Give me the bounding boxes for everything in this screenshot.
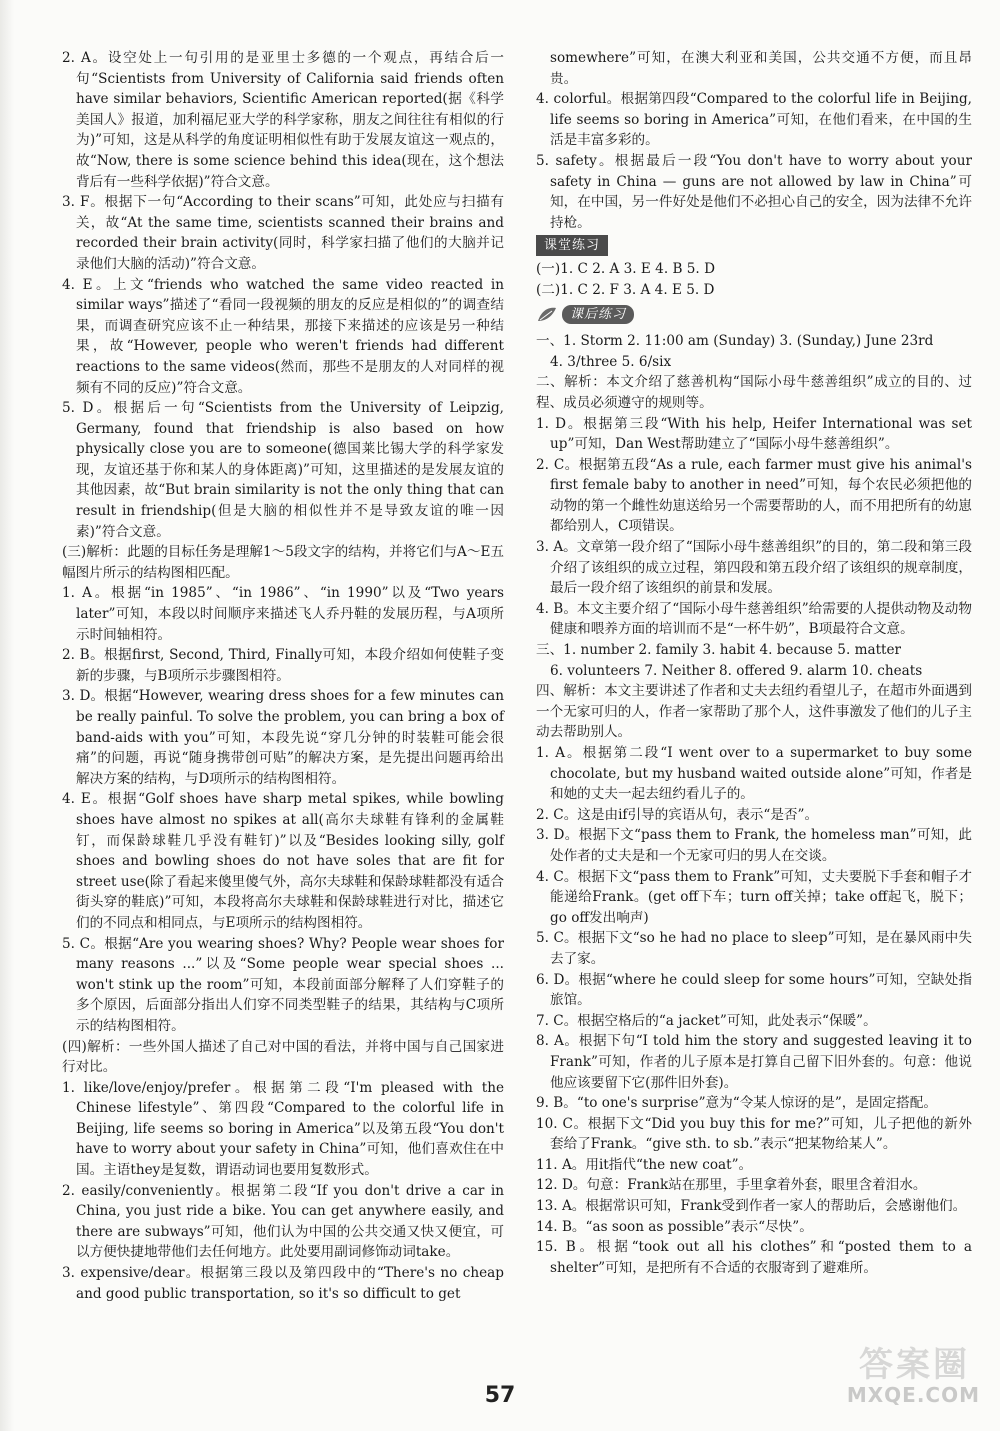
answer-paragraph: 3. F。根据下一句“According to their scans”可知，此处应与扫描有关，故“At the same time, scientists scanned their brains and recorded their brain activity(同时，科学家扫描了他们的大脑并记录他们大脑的活动)”符合文意。	[62, 194, 504, 272]
answer-paragraph: 四、解析：本文主要讲述了作者和丈夫去纽约看望儿子，在超市外面遇到一个无家可归的人，作者一家帮助了那个人，这件事激发了他们的儿子主动去帮助别人。	[536, 683, 972, 741]
answer-paragraph: 13. A。根据常识可知，Frank受到作者一家人的帮助后，会感谢他们。	[536, 1198, 967, 1215]
answer-paragraph: 3. D。根据“However, wearing dress shoes for a few minutes can be really painful. To solve the problem, you can bring a box of band-aids with you”可知，本段先说“穿几分钟的时装鞋可能会很痛”的问题，再说“随身携带创可贴”的解决方案，是先提出问题再给出解决方案的结构，与D项所示的结构图相符。	[62, 688, 504, 787]
answer-paragraph: 2. B。根据first, Second, Third, Finally可知，本段介绍如何使鞋子变新的步骤，与B项所示步骤图相符。	[62, 647, 504, 684]
watermark-text: MXQE.COM	[846, 1383, 980, 1407]
answer-paragraph: 一、1. Storm 2. 11:00 am (Sunday) 3. (Sunday,) June 23rd	[536, 333, 934, 350]
answer-paragraph: 二、解析：本文介绍了慈善机构“国际小母牛慈善组织”成立的目的、过程、成员必须遵守的规则等。	[536, 374, 972, 411]
answer-paragraph: 4. 3/three 5. 6/six	[550, 353, 672, 370]
answer-paragraph: 5. C。根据“Are you wearing shoes? Why? People wear shoes for many reasons ...”以及“Some people wear special shoes ... won't stink up the room”可知，本段前面部分解释了人们穿鞋子的多个原因，后面部分指出人们穿不同类型鞋子的结果，其结构与C项所示的结构图相符。	[62, 935, 504, 1034]
answer-paragraph: 2. easily/conveniently。根据第二段“If you don't drive a car in China, you just ride a bike. You can get anywhere easily, and there are subways”可知，他们认为中国的公共交通又快又便宜，可以方便快捷地带他们去任何地方。此处要用副词修饰动词take。	[62, 1182, 504, 1261]
right-top-paragraphs	[536, 48, 972, 233]
practice-answer-line: (一)1. C 2. A 3. E 4. B 5. D	[536, 261, 715, 278]
watermark-logo: 答案圈	[859, 1345, 970, 1385]
answer-paragraph: 3. D。根据下文“pass them to Frank, the homeless man”可知，此处作者的丈夫是和一个无家可归的男人在交谈。	[536, 827, 972, 864]
answer-paragraph: 11. A。用it指代“the new coat”。	[536, 1156, 753, 1173]
section-class-practice-badge: 课堂练习	[536, 235, 608, 256]
answer-paragraph: 6. volunteers 7. Neither 8. offered 9. alarm 10. cheats	[550, 662, 923, 679]
leaf-decoration-icon	[536, 305, 558, 325]
page-number: 57	[484, 1383, 516, 1408]
answer-paragraph: (四)解析：一些外国人描述了自己对中国的看法，并将中国与自己国家进行对比。	[62, 1038, 504, 1076]
answer-paragraph: 3. expensive/dear。根据第三段以及第四段中的“There's no cheap and good public transportation, so it's so difficult to get	[62, 1265, 504, 1302]
answer-paragraph: 5. C。根据下文“so he had no place to sleep”可知，是在暴风雨中失去了家。	[536, 930, 972, 967]
answer-paragraph: somewhere”可知，在澳大利亚和美国，公共交通不方便，而且昂贵。	[550, 50, 972, 87]
answer-paragraph: 14. B。“as soon as possible”表示“尽快”。	[536, 1218, 813, 1235]
class-practice-answers	[536, 259, 972, 300]
answer-paragraph: 1. A。根据第二段“I went over to a supermarket to buy some chocolate, but my husband waited outside alone”可知，作者是和她的丈夫一起去纽约看儿子的。	[536, 745, 972, 803]
answer-paragraph: 2. A。设空处上一句引用的是亚里士多德的一个观点，再结合后一句“Scientists from University of California said friends often have similar behaviors, Scientific American reported(据《科学美国人》报道，加利福尼亚大学的科学家称，朋友之间往往有相似的行为)”可知，这是从科学的角度证明相似性有助于发展友谊这一观点的，故“Now, there is some science behind this idea(现在，这个想法背后有一些科学依据)”符合文意。	[62, 50, 504, 190]
answer-paragraph: 4. C。根据下文“pass them to Frank”可知，丈夫要脱下手套和帽子才能递给Frank。(get off下车；turn off关掉；take off起飞，脱下；go off发出响声)	[536, 868, 972, 926]
answer-paragraph: 4. colorful。根据第四段“Compared to the colorful life in Beijing, life seems so boring in America”可知，在他们看来，在中国的生活是丰富多彩的。	[536, 91, 972, 149]
answer-paragraph: 9. B。“to one's surprise”意为“令某人惊讶的是”，是固定搭配。	[536, 1095, 937, 1112]
answer-paragraph: 3. A。文章第一段介绍了“国际小母牛慈善组织”的目的，第二段和第三段介绍了该组织的成立过程，第四段和第五段介绍了该组织的规章制度，最后一段介绍了该组织的前景和发展。	[536, 539, 972, 597]
answer-paragraph: 5. safety。根据最后一段“You don't have to worry about your safety in China — guns are not allowed by law in China”可知，在中国，另一件好处是他们不必担心自己的安全，因为法律不允许持枪。	[536, 152, 972, 231]
section-after-class-badge	[536, 305, 634, 325]
answer-paragraph: 6. D。根据“where he could sleep for some hours”可知，空缺处指旅馆。	[536, 971, 972, 1009]
answer-paragraph: 7. C。根据空格后的“a jacket”可知，此处表示“保暖”。	[536, 1012, 877, 1029]
answer-paragraph: 5. D。根据后一句“Scientists from the University of Leipzig, Germany, found that friendship is also based on how physically close you are to someone(德国莱比锡大学的科学家发现，友谊还基于你和某人的身体距离)”可知，这里描述的是发展友谊的其他因素，故“But brain similarity is not the only thing that can result in friendship(但是大脑的相似性并不是导致友谊的唯一因素)”符合文意。	[62, 400, 504, 540]
answer-paragraph: 三、1. number 2. family 3. habit 4. because 5. matter	[536, 642, 902, 659]
scan-edge-shadow	[0, 0, 14, 1431]
right-column	[536, 48, 972, 1278]
answer-paragraph: 2. C。根据第五段“As a rule, each farmer must give his animal's first female baby to another in need”可知，每个农民必须把他的动物的第一个雌性幼崽送给另一个需要帮助的人，而不用把所有的幼崽都给别人，C项错误。	[536, 456, 972, 535]
answer-paragraph: 4. B。本文主要介绍了“国际小母牛慈善组织”给需要的人提供动物及动物健康和喂养方面的培训而不是“一杯牛奶”，B项最符合文意。	[536, 600, 972, 638]
answer-paragraph: 4. E。根据“Golf shoes have sharp metal spikes, while bowling shoes have almost no spikes at all(高尔夫球鞋有锋利的金属鞋钉，而保龄球鞋几乎没有鞋钉)”以及“Besides looking silly, golf shoes and bowling shoes do not have soles that are fit for street use(除了看起来傻里傻气外，高尔夫球鞋和保龄球鞋都没有适合街头穿的鞋底)”可知，本段将高尔夫球鞋和保龄球鞋进行对比，描述它们的不同点和相同点，与E项所示的结构图相符。	[62, 791, 504, 931]
answer-paragraph: 8. A。根据下句“I told him the story and suggested leaving it to Frank”可知，作者的儿子原本是打算自己留下旧外套的。句意：他说他应该要留下它(那件旧外套)。	[536, 1033, 972, 1091]
answer-paragraph: 4. E。上文“friends who watched the same video reacted in similar ways”描述了“看同一段视频的朋友的反应是相似的”的调查结果，而调查研究应该不止一种结果，那接下来描述的应该是另一种结果，故“However, people who weren't friends had different reactions to the same videos(然而，那些不是朋友的人对同样的视频有不同的反应)”符合文意。	[62, 276, 504, 396]
answer-paragraph: (三)解析：此题的目标任务是理解1～5段文字的结构，并将它们与A～E五幅图片所示的结构图相匹配。	[62, 544, 504, 581]
right-bottom-paragraphs	[536, 331, 972, 1278]
answer-paragraph: 1. A。根据“in 1985”、“in 1986”、“in 1990”以及“Two years later”可知，本段以时间顺序来描述飞人乔丹鞋的发展历程，与A项所示时间轴相符。	[62, 585, 504, 643]
practice-answer-line: (二)1. C 2. F 3. A 4. E 5. D	[536, 281, 715, 298]
answer-paragraph: 1. D。根据第三段“With his help, Heifer International was set up”可知，Dan West帮助建立了“国际小母牛慈善组织”。	[536, 415, 972, 453]
section-after-class-label: 课后练习	[562, 305, 634, 324]
answer-paragraph: 15. B。根据“took out all his clothes”和“posted them to a shelter”可知，是把所有不合适的衣服寄到了避难所。	[536, 1239, 972, 1276]
answer-paragraph: 12. D。句意：Frank站在那里，手里拿着外套，眼里含着泪水。	[536, 1177, 927, 1194]
left-column	[62, 48, 504, 1304]
answer-paragraph: 10. C。根据下文“Did you buy this for me?”可知，儿子把他的新外套给了Frank。“give sth. to sb.”表示“把某物给某人”。	[536, 1115, 972, 1153]
answer-paragraph: 2. C。这是由if引导的宾语从句，表示“是否”。	[536, 806, 819, 823]
watermark	[790, 1337, 980, 1407]
answer-paragraph: 1. like/love/enjoy/prefer。根据第二段“I'm pleased with the Chinese lifestyle”、第四段“Compared to the colorful life in Beijing, life seems so boring in America”以及第五段“You don't have to worry about your safety in China”可知，他们喜欢住在中国。主语they是复数，谓语动词也要用复数形式。	[62, 1079, 504, 1179]
